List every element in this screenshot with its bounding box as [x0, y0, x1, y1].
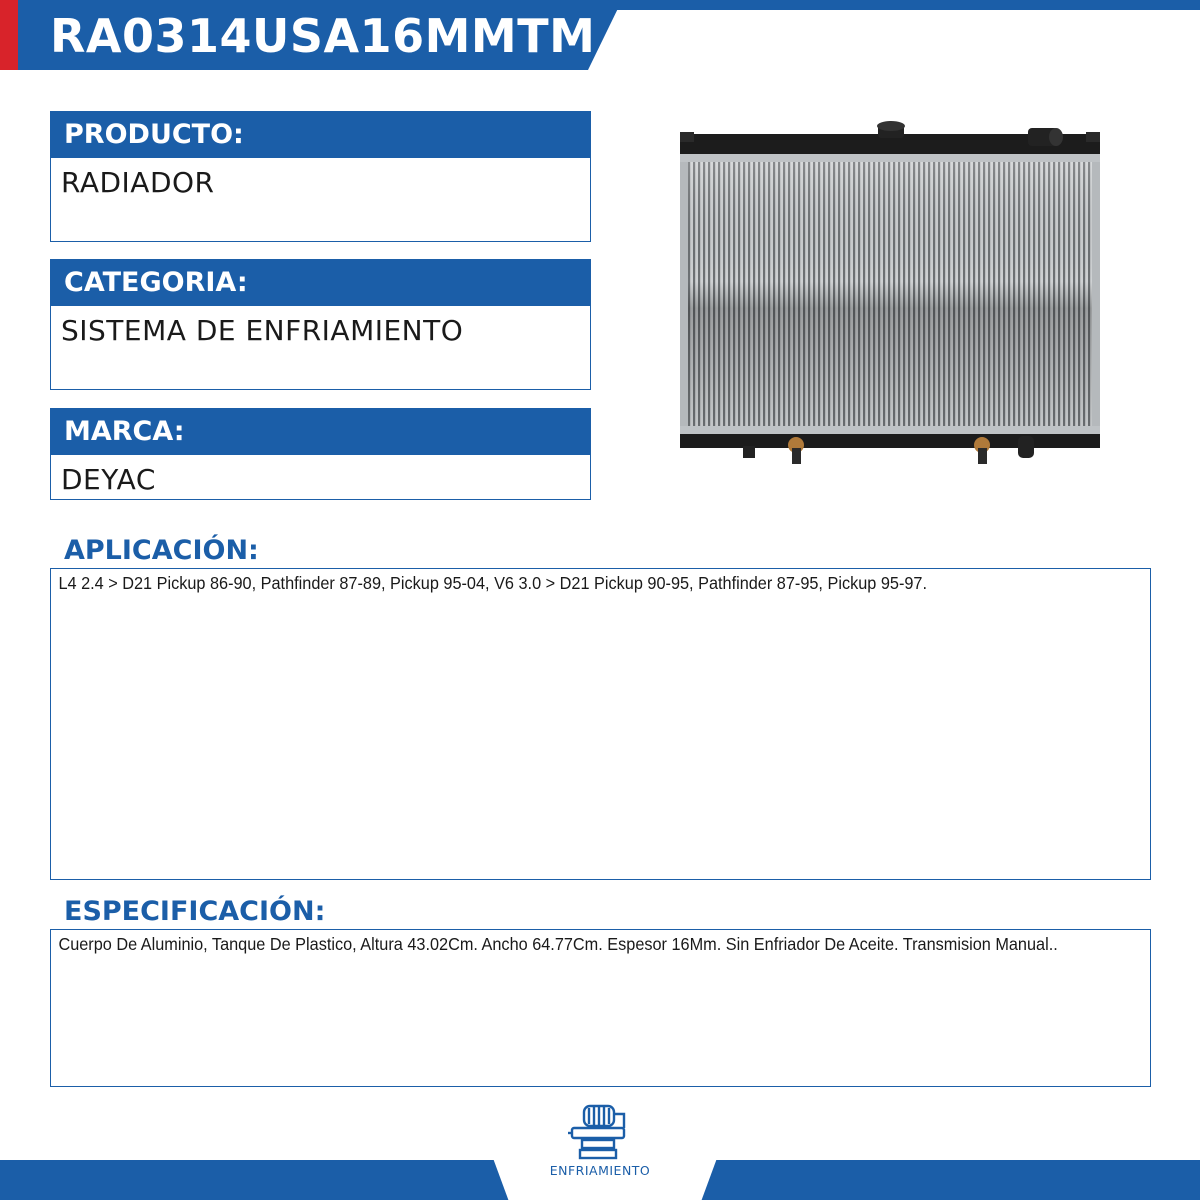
especificacion-box	[50, 929, 1151, 1087]
producto-box	[50, 111, 591, 242]
categoria-header	[51, 260, 590, 306]
especificacion-label: ESPECIFICACIÓN:	[64, 896, 326, 927]
marca-header	[51, 409, 590, 455]
categoria-label: CATEGORIA:	[64, 267, 248, 298]
marca-box	[50, 408, 591, 500]
producto-value: RADIADOR	[61, 166, 215, 199]
categoria-value: SISTEMA DE ENFRIAMIENTO	[61, 314, 464, 347]
marca-label: MARCA:	[64, 416, 185, 447]
cooling-system-icon	[566, 1102, 636, 1162]
page-title: RA0314USA16MMTM	[50, 9, 596, 63]
aplicacion-text: L4 2.4 > D21 Pickup 86-90, Pathfinder 87-89, Pickup 95-04, V6 3.0 > D21 Pickup 90-95, Pathfinder 87-95, Pickup 95-97.	[58, 573, 928, 593]
categoria-box	[50, 259, 591, 390]
aplicacion-box	[50, 568, 1151, 880]
product-image	[668, 120, 1108, 490]
producto-label: PRODUCTO:	[64, 119, 244, 150]
producto-header	[51, 112, 590, 158]
footer-label: ENFRIAMIENTO	[549, 1163, 651, 1178]
marca-value: DEYAC	[61, 463, 156, 496]
especificacion-text: Cuerpo De Aluminio, Tanque De Plastico, Altura 43.02Cm. Ancho 64.77Cm. Espesor 16Mm. Sin Enfriador De Aceite. Transmision Manual..	[58, 934, 1058, 954]
header-red-accent	[0, 0, 18, 70]
aplicacion-label: APLICACIÓN:	[64, 535, 259, 566]
